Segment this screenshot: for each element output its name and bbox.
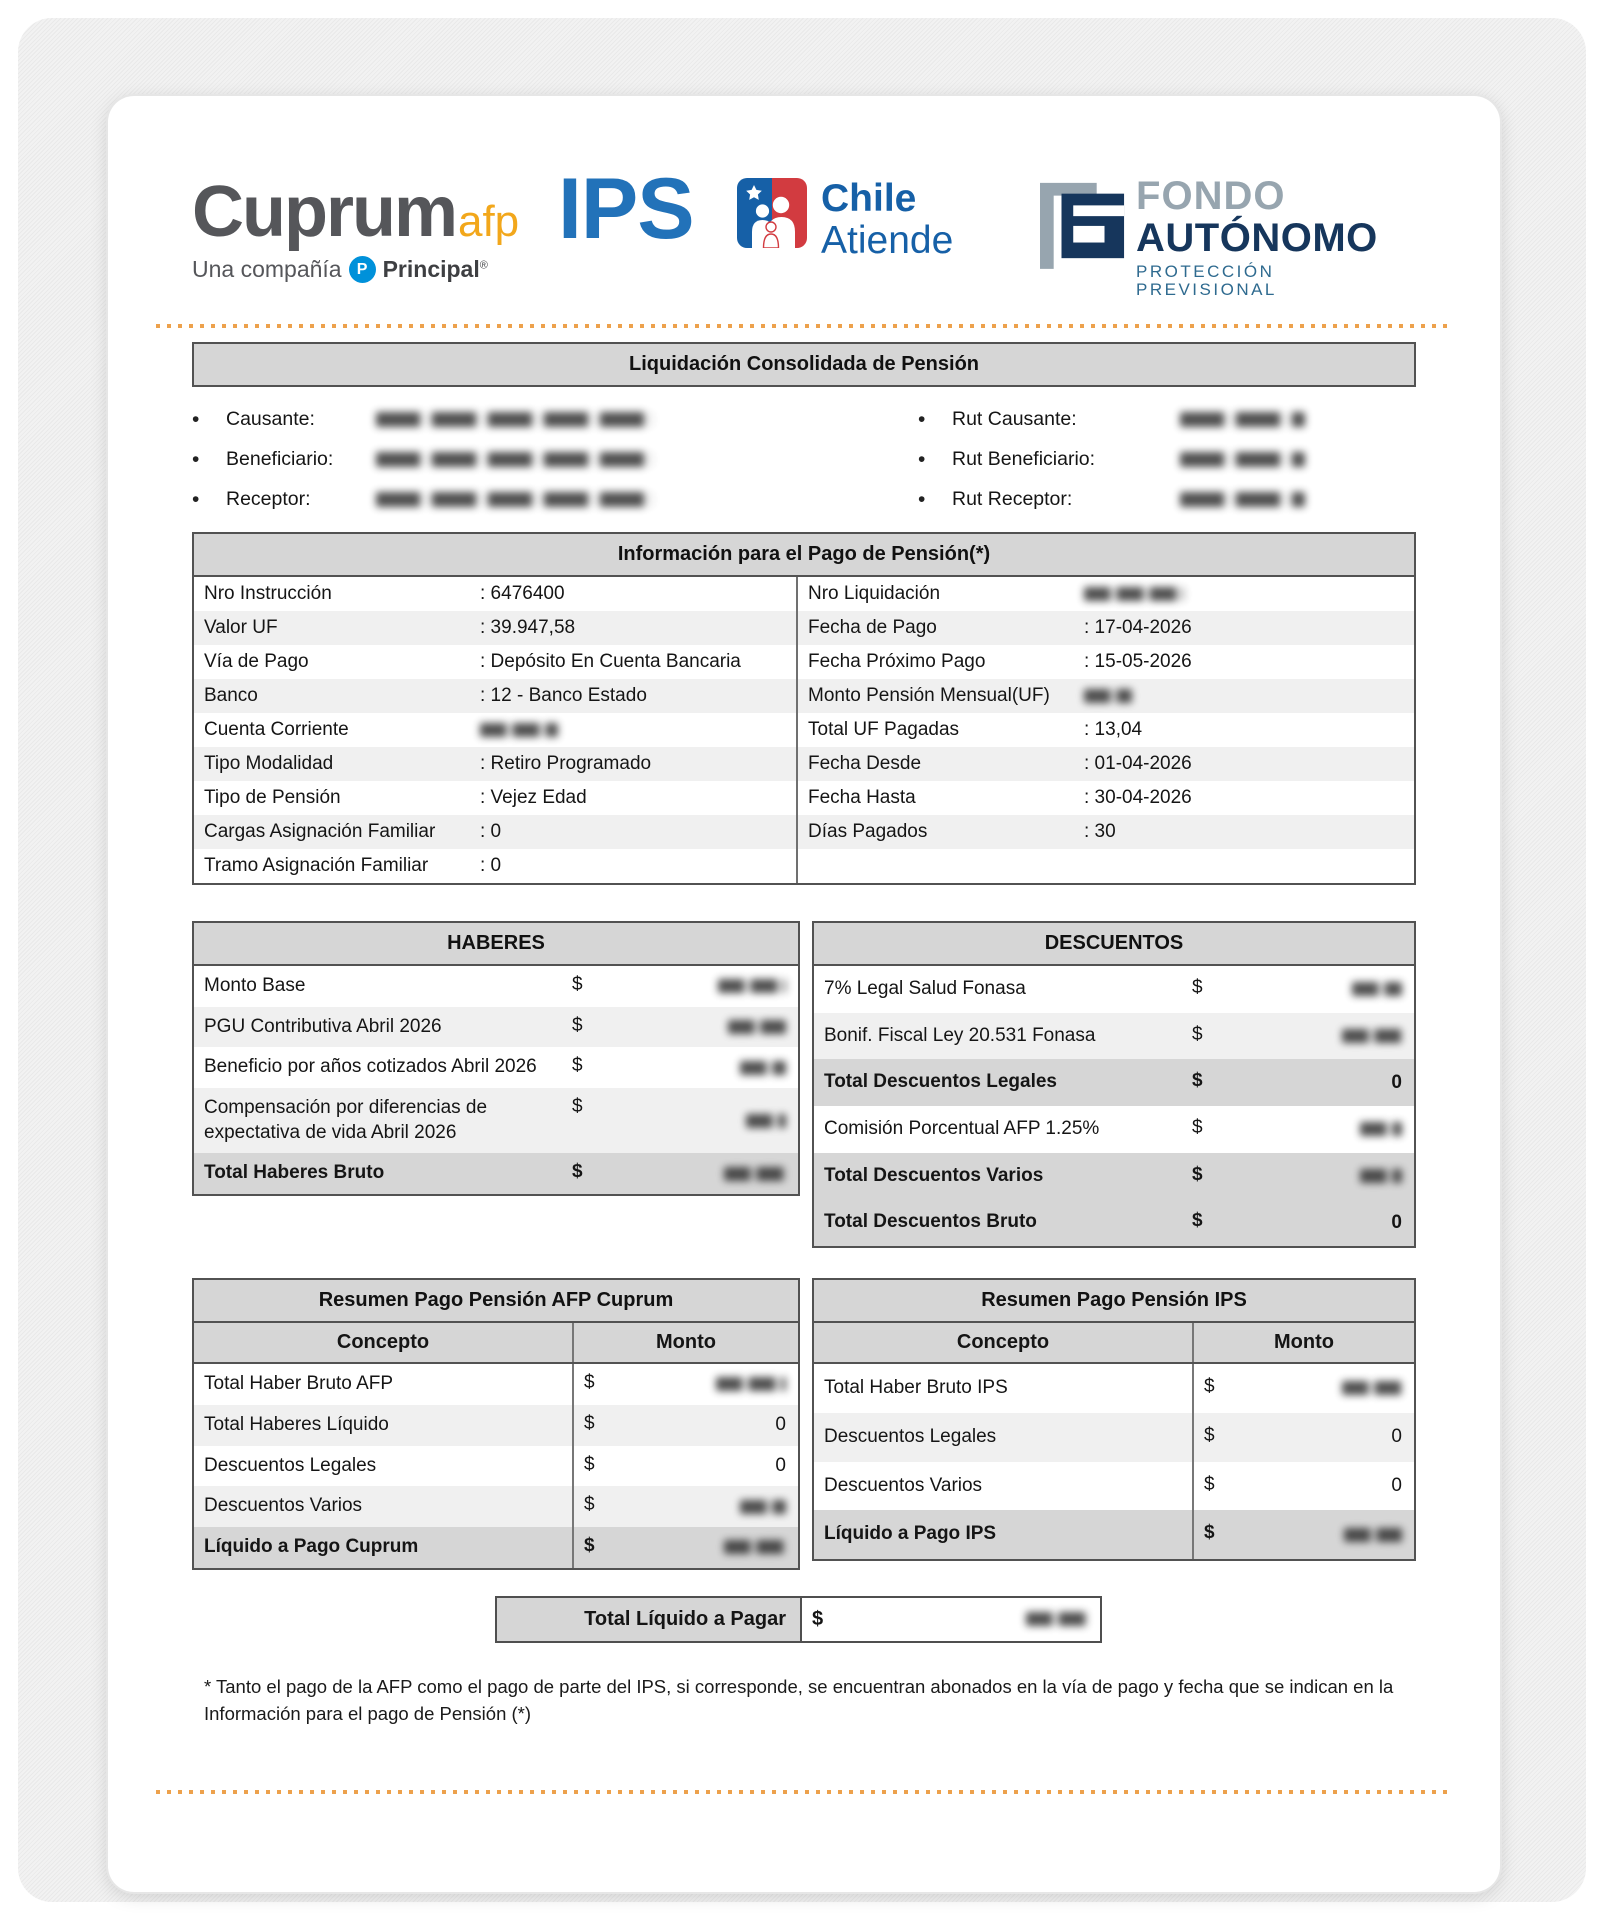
cuprum-tagline: Una compañía	[192, 256, 342, 282]
info-value: : 12 - Banco Estado	[480, 685, 647, 706]
party-row	[192, 406, 918, 433]
document-content	[108, 161, 1500, 1794]
redacted-value	[740, 1061, 786, 1075]
redacted-value	[728, 1020, 786, 1034]
row-label: Total Descuentos Varios	[824, 1164, 1044, 1186]
currency-symbol: $	[572, 1096, 583, 1118]
info-value: : 13,04	[1084, 719, 1143, 740]
money-row	[194, 1088, 798, 1153]
row-amount	[606, 1096, 788, 1145]
row-amount: 0	[1391, 1426, 1402, 1448]
redacted-value	[1352, 982, 1402, 996]
row-amount: 0	[775, 1414, 786, 1436]
info-row	[798, 645, 1414, 679]
currency-symbol: $	[1192, 1117, 1203, 1139]
descuentos-table	[812, 921, 1416, 1248]
info-label: Nro Liquidación	[808, 583, 941, 604]
money-row	[814, 1013, 1414, 1060]
info-label: Valor UF	[204, 617, 278, 638]
currency-symbol: $	[1204, 1376, 1215, 1398]
redacted-value	[480, 723, 558, 737]
info-value: : 30-04-2026	[1084, 787, 1192, 808]
info-value: : 15-05-2026	[1084, 651, 1192, 672]
money-row	[194, 1486, 798, 1527]
party-label: Rut Causante:	[952, 408, 1077, 430]
bullet-icon: •	[918, 447, 926, 471]
currency-symbol: $	[584, 1534, 595, 1556]
party-label: Beneficiario:	[226, 448, 334, 470]
money-row	[194, 1007, 798, 1048]
document-card	[108, 96, 1500, 1892]
document-title: Liquidación Consolidada de Pensión	[192, 342, 1416, 387]
row-amount	[606, 1055, 788, 1080]
info-label: Nro Instrucción	[204, 583, 332, 604]
currency-symbol: $	[584, 1412, 595, 1434]
row-label: Compensación por diferencias de expectativa de vida Abril 2026	[204, 1097, 488, 1143]
currency-symbol: $	[1192, 1070, 1203, 1092]
redacted-value	[376, 452, 654, 467]
footnote: * Tanto el pago de la AFP como el pago de parte del IPS, si corresponde, se encuentran abonados en la vía de pago y fecha que se indican en la Información para el pago de Pensión (*)	[204, 1675, 1394, 1725]
registered-mark: ®	[479, 259, 488, 272]
principal-icon: P	[349, 256, 376, 283]
row-label: Líquido a Pago Cuprum	[194, 1527, 574, 1568]
redacted-value	[1360, 1122, 1402, 1136]
bullet-icon: •	[918, 487, 926, 511]
currency-symbol: $	[584, 1453, 595, 1475]
redacted-value	[1180, 452, 1305, 467]
row-amount	[606, 1015, 788, 1040]
currency-symbol: $	[1204, 1424, 1215, 1446]
bullet-icon: •	[192, 487, 200, 511]
row-label: Descuentos Legales	[814, 1413, 1194, 1462]
info-label: Banco	[204, 685, 258, 706]
haberes-rows	[194, 966, 798, 1194]
bullet-icon: •	[192, 447, 200, 471]
cuprum-logo	[192, 172, 520, 283]
info-label: Vía de Pago	[204, 651, 309, 672]
row-label: Total Descuentos Bruto	[824, 1211, 1037, 1233]
resumen-afp-rows	[194, 1364, 798, 1567]
resumen-afp-title: Resumen Pago Pensión AFP Cuprum	[194, 1280, 798, 1323]
redacted-value	[1026, 1612, 1088, 1626]
perforation-line-bottom	[156, 1790, 1452, 1794]
info-row	[194, 577, 796, 611]
info-row	[194, 849, 796, 883]
row-amount	[606, 1161, 788, 1186]
currency-symbol: $	[812, 1607, 824, 1630]
ips-logo: IPS	[558, 161, 694, 257]
info-row	[798, 747, 1414, 781]
money-row	[194, 1446, 798, 1487]
redacted-value	[1084, 689, 1132, 703]
principal-wordmark: Principal	[382, 256, 480, 282]
info-row	[194, 611, 796, 645]
money-row	[814, 1510, 1414, 1559]
info-value: : 6476400	[480, 583, 565, 604]
info-label: Fecha Desde	[808, 753, 922, 774]
info-label: Tramo Asignación Familiar	[204, 855, 429, 876]
row-amount	[608, 1364, 798, 1405]
resumen-afp-table	[192, 1278, 800, 1569]
money-row	[814, 966, 1414, 1013]
row-label: 7% Legal Salud Fonasa	[824, 978, 1026, 999]
redacted-value	[1342, 1381, 1402, 1395]
chileatiende-line1: Chile	[821, 177, 917, 220]
row-amount: 0	[775, 1454, 786, 1476]
row-label: Total Haberes Bruto	[204, 1162, 385, 1184]
total-value-cell	[800, 1598, 1100, 1641]
money-row	[194, 966, 798, 1007]
info-label: Tipo Modalidad	[204, 753, 334, 774]
row-amount	[1228, 1510, 1414, 1559]
info-col-left	[194, 577, 796, 883]
currency-symbol: $	[572, 1161, 583, 1183]
row-label: Total Descuentos Legales	[824, 1071, 1057, 1093]
row-amount	[1226, 1024, 1404, 1049]
total-liquido-box	[495, 1596, 1102, 1643]
logo-row	[192, 161, 1416, 300]
info-label: Tipo de Pensión	[204, 787, 341, 808]
info-row	[798, 577, 1414, 611]
col-header-monto: Monto	[656, 1331, 716, 1354]
money-row	[814, 1059, 1414, 1106]
info-label: Días Pagados	[808, 821, 928, 842]
redacted-value	[724, 1540, 786, 1554]
row-amount	[1226, 1164, 1404, 1189]
haberes-table	[192, 921, 800, 1196]
row-label: PGU Contributiva Abril 2026	[204, 1015, 442, 1037]
info-label: Fecha de Pago	[808, 617, 937, 638]
descuentos-rows	[814, 966, 1414, 1246]
money-row	[194, 1153, 798, 1194]
currency-symbol: $	[1192, 1163, 1203, 1185]
cuprum-afp-suffix: afp	[457, 197, 520, 246]
fondo-line3: PROTECCIÓN PREVISIONAL	[1136, 262, 1277, 299]
fondo-line2: AUTÓNOMO	[1136, 215, 1378, 260]
info-value: : 0	[480, 855, 502, 876]
parties-left	[192, 399, 918, 526]
currency-symbol: $	[1192, 977, 1203, 998]
descuentos-title: DESCUENTOS	[814, 923, 1414, 966]
resumen-ips-title: Resumen Pago Pensión IPS	[814, 1280, 1414, 1323]
info-row	[798, 815, 1414, 849]
info-value: : Vejez Edad	[480, 787, 587, 808]
currency-symbol: $	[584, 1372, 595, 1394]
info-row	[798, 611, 1414, 645]
row-label: Descuentos Varios	[194, 1486, 574, 1527]
payment-info-table	[192, 532, 1416, 885]
money-row	[194, 1047, 798, 1088]
haberes-title: HABERES	[194, 923, 798, 966]
money-row	[814, 1106, 1414, 1153]
row-amount	[1228, 1364, 1414, 1413]
redacted-value	[1344, 1528, 1402, 1542]
money-row	[814, 1199, 1414, 1246]
redacted-value	[376, 412, 654, 427]
redacted-value	[716, 1377, 786, 1391]
row-amount	[608, 1486, 798, 1527]
redacted-value	[718, 979, 786, 993]
info-row	[798, 849, 1414, 883]
info-row	[194, 645, 796, 679]
payment-info-title: Información para el Pago de Pensión(*)	[194, 534, 1414, 577]
currency-symbol: $	[572, 974, 583, 995]
money-row	[814, 1153, 1414, 1200]
money-row	[814, 1413, 1414, 1462]
redacted-value	[1342, 1029, 1402, 1043]
info-label: Cuenta Corriente	[204, 719, 349, 740]
bullet-icon: •	[918, 407, 926, 431]
party-row	[918, 406, 1416, 433]
info-label: Fecha Hasta	[808, 787, 916, 808]
total-label: Total Líquido a Pagar	[497, 1598, 800, 1641]
info-value: : 30	[1084, 821, 1116, 842]
money-row	[814, 1462, 1414, 1511]
col-header-concepto: Concepto	[194, 1323, 574, 1362]
info-label: Fecha Próximo Pago	[808, 651, 986, 672]
currency-symbol: $	[1192, 1210, 1203, 1232]
redacted-value	[1180, 412, 1305, 427]
money-row	[814, 1364, 1414, 1413]
row-label: Total Haberes Líquido	[194, 1405, 574, 1446]
info-label: Total UF Pagadas	[808, 719, 960, 740]
info-label: Cargas Asignación Familiar	[204, 821, 436, 842]
info-value: : 01-04-2026	[1084, 753, 1192, 774]
currency-symbol: $	[572, 1014, 583, 1036]
col-header-concepto: Concepto	[814, 1323, 1194, 1362]
redacted-value	[376, 492, 654, 507]
row-label: Total Haber Bruto AFP	[194, 1364, 574, 1405]
info-row	[798, 713, 1414, 747]
parties-section	[192, 399, 1416, 526]
info-value: : 0	[480, 821, 502, 842]
row-amount: 0	[1391, 1474, 1402, 1496]
row-label: Comisión Porcentual AFP 1.25%	[824, 1118, 1100, 1140]
currency-symbol: $	[1204, 1522, 1215, 1544]
col-header-monto: Monto	[1274, 1331, 1334, 1354]
money-row	[194, 1527, 798, 1568]
party-label: Rut Receptor:	[952, 488, 1073, 510]
party-row	[192, 486, 918, 513]
row-label: Líquido a Pago IPS	[814, 1510, 1194, 1559]
fondo-autonomo-icon	[1040, 174, 1126, 270]
info-col-right	[796, 577, 1414, 883]
redacted-value	[746, 1114, 786, 1128]
redacted-value	[1360, 1169, 1402, 1183]
party-label: Rut Beneficiario:	[952, 448, 1096, 470]
parties-right	[918, 399, 1416, 526]
party-label: Receptor:	[226, 488, 311, 510]
info-row	[798, 781, 1414, 815]
chileatiende-icon	[737, 178, 807, 248]
total-amount	[823, 1612, 1088, 1626]
resumen-row	[192, 1278, 1416, 1569]
row-label: Monto Base	[204, 975, 306, 996]
haberes-descuentos-row	[192, 921, 1416, 1248]
info-value: : Retiro Programado	[480, 753, 652, 774]
money-row	[194, 1364, 798, 1405]
redacted-value	[1180, 492, 1305, 507]
info-value: : 17-04-2026	[1084, 617, 1192, 638]
redacted-value	[740, 1500, 786, 1514]
resumen-ips-rows	[814, 1364, 1414, 1559]
info-label: Monto Pensión Mensual(UF)	[808, 685, 1050, 706]
money-row	[194, 1405, 798, 1446]
currency-symbol: $	[584, 1494, 595, 1516]
row-amount: 0	[1391, 1071, 1402, 1093]
info-row	[194, 679, 796, 713]
bullet-icon: •	[192, 407, 200, 431]
party-row	[918, 446, 1416, 473]
info-row	[798, 679, 1414, 713]
info-row	[194, 815, 796, 849]
info-row	[194, 713, 796, 747]
perforation-line-top	[156, 324, 1452, 328]
row-label: Descuentos Legales	[194, 1446, 574, 1487]
redacted-value	[1084, 587, 1184, 601]
row-amount	[1226, 1117, 1404, 1142]
info-row	[194, 747, 796, 781]
currency-symbol: $	[1192, 1023, 1203, 1045]
party-label: Causante:	[226, 408, 315, 430]
row-label: Descuentos Varios	[814, 1462, 1194, 1511]
chileatiende-line2: Atiende	[821, 219, 954, 263]
info-value: : 39.947,58	[480, 617, 576, 638]
currency-symbol: $	[1204, 1473, 1215, 1495]
info-row	[194, 781, 796, 815]
chileatiende-logo	[737, 178, 953, 262]
row-amount	[1226, 977, 1404, 1002]
row-label: Bonif. Fiscal Ley 20.531 Fonasa	[824, 1024, 1096, 1046]
row-amount	[606, 974, 788, 999]
currency-symbol: $	[572, 1055, 583, 1077]
fondo-autonomo-logo	[1040, 174, 1416, 299]
row-label: Beneficio por años cotizados Abril 2026	[204, 1056, 537, 1078]
row-amount: 0	[1391, 1211, 1402, 1233]
row-label: Total Haber Bruto IPS	[814, 1364, 1194, 1413]
row-amount	[608, 1527, 798, 1568]
party-row	[918, 486, 1416, 513]
redacted-value	[724, 1167, 786, 1181]
fondo-line1: FONDO	[1136, 174, 1286, 218]
cuprum-wordmark: Cuprum	[192, 172, 456, 252]
info-value: : Depósito En Cuenta Bancaria	[480, 651, 741, 672]
party-row	[192, 446, 918, 473]
resumen-ips-table	[812, 1278, 1416, 1561]
